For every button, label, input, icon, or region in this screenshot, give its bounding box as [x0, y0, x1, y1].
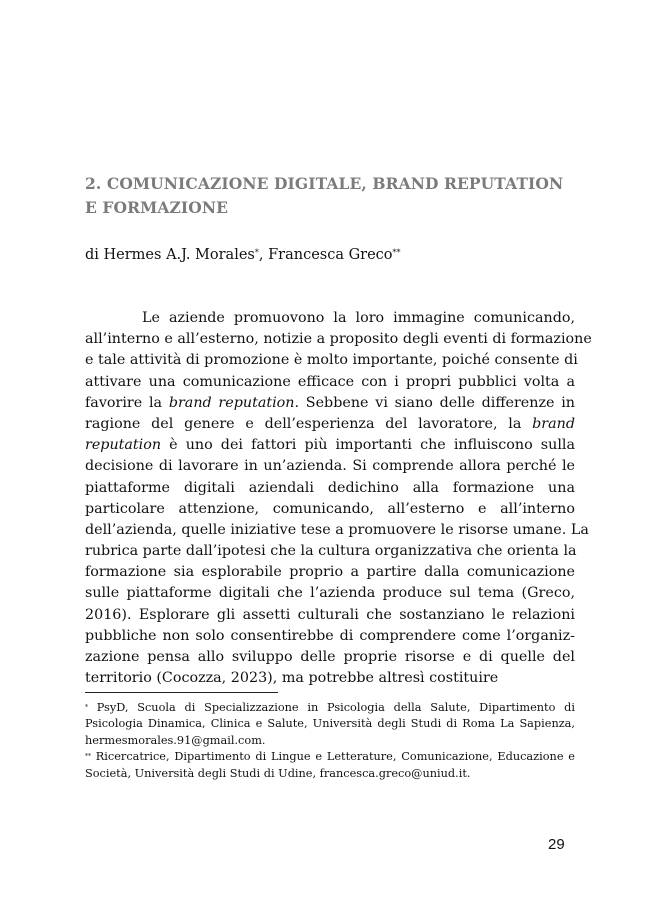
footnote-line	[85, 716, 575, 732]
body-line	[85, 308, 575, 329]
body-text-segment: zazione pensa allo sviluppo delle proprie risorse e di quelle del	[85, 649, 575, 665]
author-byline	[85, 245, 401, 265]
body-text-segment: 2016). Esplorare gli assetti culturali che sostanziano le relazioni	[85, 606, 575, 623]
body-text-segment: territorio (Cocozza, 2023), ma potrebbe altresì costituire	[85, 670, 499, 687]
body-text-segment: rubrica parte dall’ipotesi che la cultura organizzativa che orienta la	[85, 543, 577, 560]
author-byline-prefix: di Hermes A.J. Morales	[85, 247, 255, 263]
footnote-text: Psicologia Dinamica, Clinica e Salute, Università degli Studi di Roma La Sapienza,	[85, 717, 575, 731]
body-line	[85, 583, 575, 604]
body-line	[85, 329, 592, 350]
footnote-line	[85, 700, 575, 716]
body-text-segment: all’interno e all’esterno, notizie a proposito degli eventi di formazione	[85, 331, 592, 348]
body-text-segment: decisione di lavorare in un’azienda. Si comprende allora perché le	[85, 458, 575, 475]
italic-term: brand	[532, 415, 575, 432]
body-text-segment: è uno dei fattori più importanti che influiscono sulla	[161, 437, 575, 454]
body-text-segment: attivare una comunicazione efficace con i propri pubblici volta a	[85, 373, 575, 390]
author2-footnote-mark[interactable]: **	[392, 248, 401, 257]
body-paragraph	[85, 308, 592, 689]
body-line	[85, 647, 575, 668]
body-text-segment: pubbliche non solo consentirebbe di comprendere come l’organiz-	[85, 627, 575, 644]
footnote-line	[85, 733, 575, 749]
body-line	[85, 372, 575, 393]
footnote-divider	[85, 692, 278, 693]
author-byline-second: , Francesca Greco	[258, 247, 393, 263]
body-text-segment: e tale attività di promozione è molto importante, poiché consente di	[85, 352, 578, 369]
footnote-text: hermesmorales.91@gmail.com.	[85, 733, 266, 747]
body-text-segment: sulle piattaforme digitali che l’azienda produce sul tema (Greco,	[85, 585, 575, 602]
italic-term: brand reputation.	[168, 394, 300, 411]
chapter-heading	[85, 172, 585, 220]
body-line	[85, 350, 578, 371]
body-text-segment: Le aziende promuovono la loro immagine comunicando,	[142, 310, 575, 326]
footnote-text: Ricercatrice, Dipartimento di Lingue e Letterature, Comunicazione, Educazione e	[91, 750, 575, 764]
body-text-segment: piattaforme digitali aziendali dedichino alla formazione una	[85, 479, 575, 496]
body-line	[85, 626, 575, 647]
italic-term: reputation	[85, 437, 162, 454]
body-line	[85, 499, 575, 520]
body-line	[85, 668, 575, 689]
body-line	[85, 562, 575, 583]
body-line	[85, 414, 575, 435]
chapter-heading-line-2: E FORMAZIONE	[85, 198, 229, 217]
body-text-segment: ragione del genere e dell’esperienza del lavoratore, la	[85, 415, 533, 432]
body-text-segment: dell’azienda, quelle iniziative tese a promuovere le risorse umane. La	[85, 521, 589, 538]
body-text-segment: Sebbene vi siano delle differenze in	[299, 394, 575, 411]
body-text-segment: favorire la	[85, 394, 169, 411]
body-line	[85, 520, 589, 541]
body-text-segment: formazione sia esplorabile proprio a partire dalla comunicazione	[85, 564, 575, 581]
body-text-segment: particolare attenzione, comunicando, all’esterno e all’interno	[85, 500, 575, 517]
footnote-line	[85, 766, 575, 782]
body-line	[85, 541, 575, 562]
body-line	[85, 605, 575, 626]
footnote-text: PsyD, Scuola di Specializzazione in Psicologia della Salute, Dipartimento di	[88, 701, 575, 714]
body-line	[85, 456, 575, 477]
body-line	[85, 435, 575, 456]
footnote-mark: **	[85, 753, 91, 761]
footnotes	[85, 700, 575, 782]
footnote-text: Società, Università degli Studi di Udine, francesca.greco@uniud.it.	[85, 766, 471, 780]
footnote-line	[85, 749, 575, 765]
chapter-heading-line-1: 2. COMUNICAZIONE DIGITALE, BRAND REPUTATION	[85, 174, 564, 193]
footnote-mark: *	[85, 704, 88, 711]
page-number: 29	[548, 836, 565, 853]
body-line	[85, 478, 575, 499]
body-line	[85, 393, 575, 414]
author1-footnote-mark[interactable]: *	[254, 248, 259, 257]
